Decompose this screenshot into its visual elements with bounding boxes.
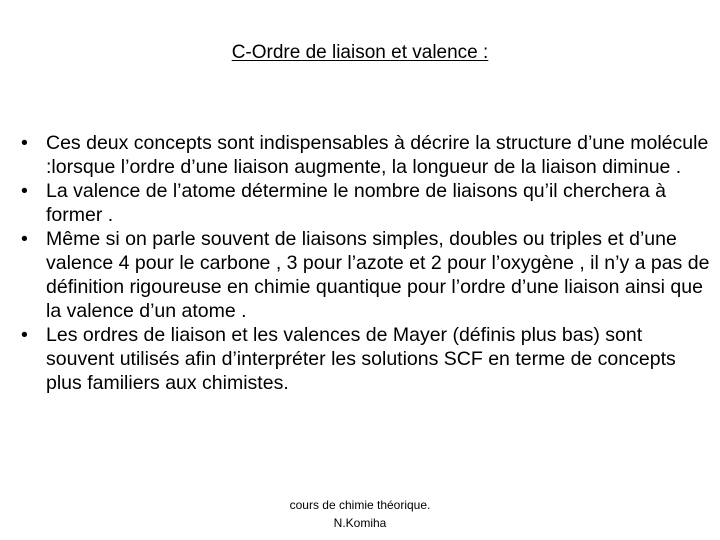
slide-footer bbox=[230, 496, 490, 532]
bullet-dot-icon: • bbox=[21, 180, 28, 202]
slide-title: C-Ordre de liaison et valence : bbox=[231, 42, 489, 63]
bullet-item bbox=[21, 131, 711, 179]
bullet-dot-icon: • bbox=[21, 132, 28, 154]
bullet-text: Même si on parle souvent de liaisons simples, doubles ou triples et d’une valence 4 pour le carbone , 3 pour l’azote et 2 pour l’oxygène , il n’y a pas de définition rigoureuse en chimie quantique pour l’ordre d’une liaison ainsi que la valence d’un atome . bbox=[46, 228, 710, 322]
bullet-dot-icon: • bbox=[21, 228, 28, 250]
bullet-list bbox=[21, 131, 711, 395]
footer-author: N.Komiha bbox=[333, 516, 387, 530]
bullet-item bbox=[21, 227, 711, 323]
bullet-item bbox=[21, 179, 711, 227]
bullet-text: Ces deux concepts sont indispensables à décrire la structure d’une molécule :lorsque l’ordre d’une liaison augmente, la longueur de la liaison diminue . bbox=[46, 132, 709, 178]
bullet-text: Les ordres de liaison et les valences de Mayer (définis plus bas) sont souvent utilisés afin d’interpréter les solutions SCF en terme de concepts plus familiers aux chimistes. bbox=[46, 324, 676, 394]
bullet-dot-icon: • bbox=[21, 324, 28, 346]
footer-course: cours de chimie théorique. bbox=[289, 498, 431, 512]
bullet-text: La valence de l’atome détermine le nombre de liaisons qu’il cherchera à former . bbox=[46, 180, 667, 226]
bullet-item bbox=[21, 323, 711, 395]
